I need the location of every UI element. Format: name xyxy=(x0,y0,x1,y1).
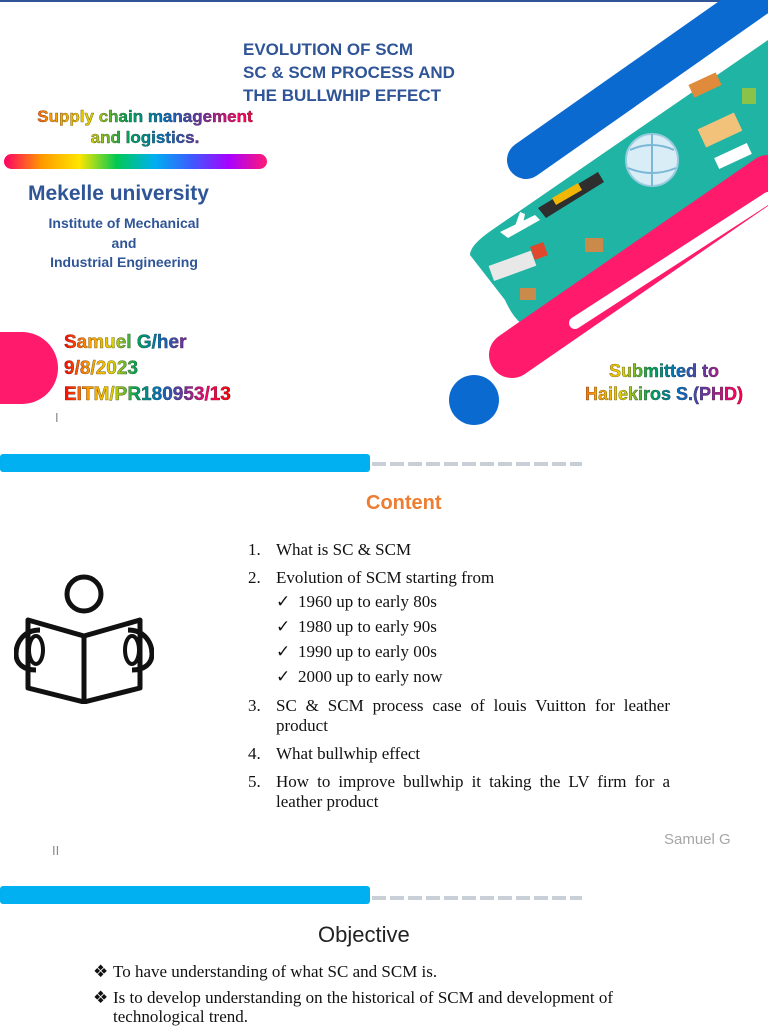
list-item xyxy=(93,962,673,981)
university-name: Mekelle university xyxy=(28,182,209,205)
check-icon: ✓ xyxy=(276,592,291,611)
objective-list xyxy=(93,962,673,1033)
pink-half-pill xyxy=(0,332,58,404)
item-number: 3. xyxy=(248,696,261,715)
list-item xyxy=(248,568,670,588)
slide-divider-dashes xyxy=(372,896,582,900)
item-text: What bullwhip effect xyxy=(276,744,421,763)
title-line-3: THE BULLWHIP EFFECT xyxy=(243,86,442,105)
item-number: 1. xyxy=(248,540,261,559)
sub-item-text: 1960 up to early 80s xyxy=(298,592,437,611)
content-heading: Content xyxy=(366,492,442,514)
item-text: What is SC & SCM xyxy=(276,540,412,559)
item-number: 4. xyxy=(248,744,261,763)
advisor-name: Hailekiros S.(PHD) xyxy=(584,384,744,404)
list-item xyxy=(248,772,670,812)
list-item xyxy=(248,696,670,736)
item-number: 5. xyxy=(248,772,261,791)
list-item xyxy=(248,744,670,764)
globe-icon xyxy=(626,134,678,186)
title-line-1: EVOLUTION OF SCM xyxy=(243,40,413,59)
footer-author: Samuel G xyxy=(664,831,731,848)
sub-list-item xyxy=(276,642,670,662)
institute-line-3: Industrial Engineering xyxy=(50,254,198,270)
check-icon: ✓ xyxy=(276,667,291,686)
list-item xyxy=(248,540,670,560)
sub-list-item xyxy=(276,667,670,687)
check-icon: ✓ xyxy=(276,642,291,661)
slide-divider-dashes xyxy=(372,462,582,466)
institute-line-2: and xyxy=(111,234,137,251)
sub-list-item xyxy=(276,592,670,612)
check-icon: ✓ xyxy=(276,617,291,636)
diamond-bullet-icon: ❖ xyxy=(93,988,109,1007)
blue-circle xyxy=(449,375,499,425)
diamond-bullet-icon: ❖ xyxy=(93,962,109,981)
title-line-2: SC & SCM PROCESS AND xyxy=(243,63,455,82)
submission-date: 9/8/2023 xyxy=(64,358,138,379)
course-line-1: Supply chain management xyxy=(37,107,253,126)
sub-item-text: 1990 up to early 00s xyxy=(298,642,437,661)
student-id: EITM/PR180953/13 xyxy=(64,384,231,405)
sub-list-item xyxy=(276,617,670,637)
objective-heading: Objective xyxy=(318,922,410,947)
sub-item-text: 1980 up to early 90s xyxy=(298,617,437,636)
item-text: To have understanding of what SC and SCM is. xyxy=(113,962,438,981)
reading-person-icon xyxy=(14,564,154,704)
slide-divider-bar xyxy=(0,454,370,472)
submitted-label: Submitted to xyxy=(609,361,719,381)
page-number: II xyxy=(52,843,60,858)
author-info xyxy=(64,330,231,408)
sub-item-text: 2000 up to early now xyxy=(298,667,443,686)
course-line-2: and logistics. xyxy=(90,128,200,147)
item-text: SC & SCM process case of louis Vuitton for leather product xyxy=(276,696,670,735)
title-slide xyxy=(0,0,768,450)
submitted-to xyxy=(566,360,762,406)
institute-line-1: Institute of Mechanical xyxy=(48,215,200,231)
item-number: 2. xyxy=(248,568,261,587)
item-text: How to improve bullwhip it taking the LV firm for a leather product xyxy=(276,772,670,811)
slide-divider-bar xyxy=(0,886,370,904)
page-number: I xyxy=(55,410,59,425)
author-name: Samuel G/her xyxy=(64,332,187,353)
contents-list xyxy=(248,540,670,820)
list-item xyxy=(93,988,673,1026)
item-text: Is to develop understanding on the historical of SCM and development of technological trend. xyxy=(113,988,613,1026)
item-text: Evolution of SCM starting from xyxy=(276,568,495,587)
